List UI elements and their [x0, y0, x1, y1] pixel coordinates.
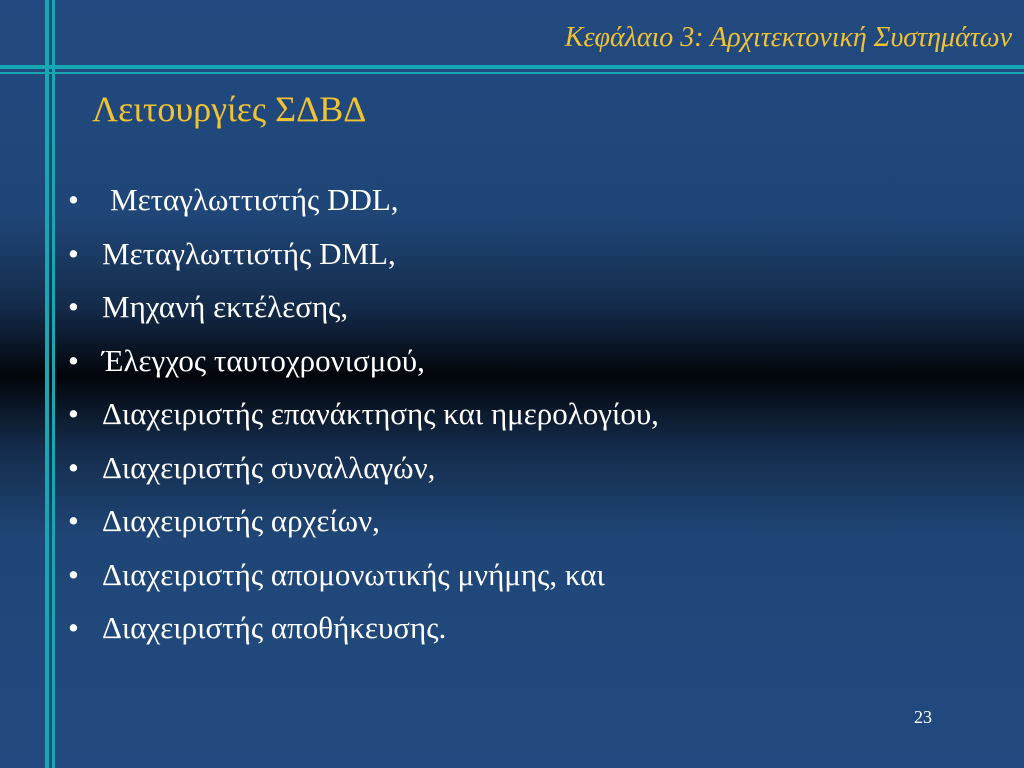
bullet-marker: • — [68, 449, 79, 485]
chapter-header: Κεφάλαιο 3: Αρχιτεκτονική Συστημάτων — [564, 22, 1012, 53]
vertical-accent-line — [45, 0, 49, 768]
bullet-marker: • — [68, 182, 79, 217]
bullet-text: Διαχειριστής επανάκτησης και ημερολογίου, — [102, 396, 659, 431]
bullet-text: Μεταγλωττιστής DDL, — [110, 182, 399, 217]
horizontal-accent-line — [0, 72, 1024, 74]
bullet-text: Μεταγλωττιστής DML, — [102, 235, 396, 271]
bullet-text: Έλεγχος ταυτοχρονισμού, — [102, 342, 425, 378]
bullet-marker: • — [68, 503, 79, 538]
bullet-marker: • — [68, 610, 79, 645]
bullet-text: Διαχειριστής απομονωτικής μνήμης, και — [102, 556, 605, 592]
slide-title: Λειτουργίες ΣΔΒΔ — [92, 89, 367, 129]
bullet-marker: • — [68, 235, 79, 271]
bullet-text: Διαχειριστής συναλλαγών, — [102, 449, 436, 485]
bullet-text: Μηχανή εκτέλεσης, — [102, 289, 349, 324]
page-number: 23 — [914, 707, 932, 727]
bullet-marker: • — [68, 556, 79, 592]
bullet-marker: • — [68, 342, 79, 378]
horizontal-accent-line — [0, 65, 1024, 69]
bullet-marker: • — [68, 396, 79, 431]
bullet-text: Διαχειριστής αρχείων, — [102, 503, 380, 538]
vertical-accent-line — [52, 0, 55, 768]
bullet-marker: • — [68, 289, 79, 324]
bullet-text: Διαχειριστής αποθήκευσης. — [102, 610, 447, 645]
